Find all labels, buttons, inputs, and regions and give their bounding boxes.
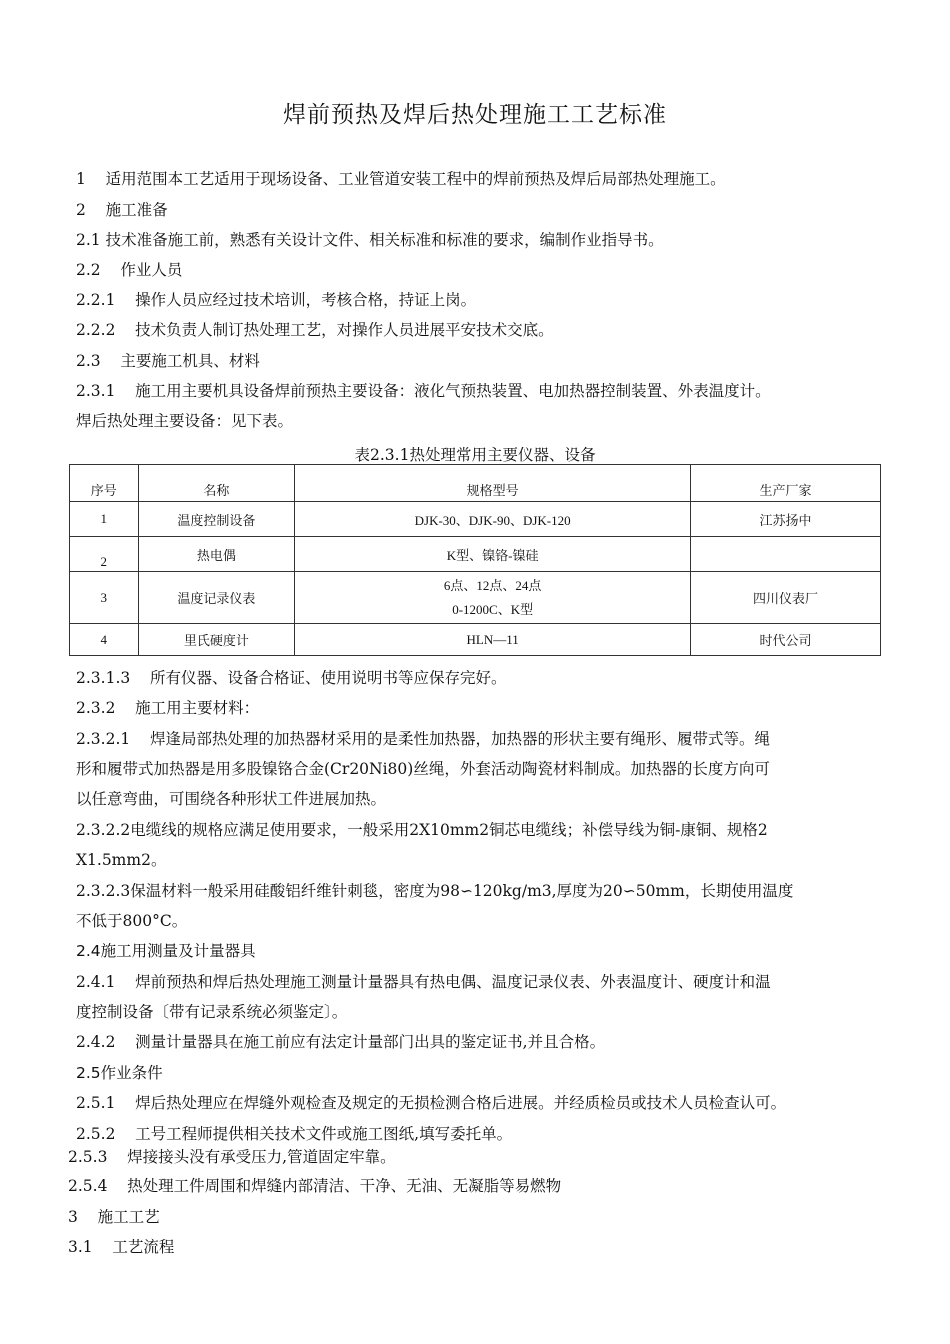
cell-spec: HLN—11 — [295, 624, 691, 656]
section-text: 工号工程师提供相关技术文件或施工图纸,填写委托单。 — [135, 1125, 513, 1143]
section-number: 2.2 — [76, 261, 101, 279]
section-text: 焊前预热和焊后热处理施工测量计量器具有热电偶、温度记录仪表、外表温度计、硬度计和温 — [135, 973, 771, 991]
table-header-row — [70, 465, 881, 502]
cell-maker: 四川仪表厂 — [691, 572, 881, 624]
section-number: 3 — [68, 1208, 78, 1226]
section-2-3-line — [76, 351, 260, 371]
section-number: 2.2.2 — [76, 321, 116, 339]
cell-spec — [295, 572, 691, 624]
section-heading: 适用范围 — [105, 170, 168, 188]
section-2-3-1-line — [76, 381, 771, 401]
section-number: 2.5.4 — [68, 1177, 108, 1195]
section-text: 热处理工件周围和焊缝内部清洁、干净、无油、无凝脂等易燃物 — [127, 1177, 562, 1195]
section-number: 2.5.1 — [76, 1094, 116, 1112]
cell-no: 4 — [70, 624, 139, 656]
section-number: 2.3.2.1 — [76, 730, 131, 748]
cell-spec-line: 0-1200C、K型 — [452, 601, 534, 617]
table-row — [70, 624, 881, 656]
section-2-line — [76, 200, 168, 220]
section-text: 施工用主要材料： — [135, 699, 260, 717]
section-heading: 施工工艺 — [97, 1208, 160, 1226]
section-number: 2.3.1 — [76, 382, 116, 400]
section-2-5-2-line — [76, 1124, 512, 1144]
section-number: 2.3.2.3 — [76, 882, 131, 900]
section-2-3-1-3-line — [76, 668, 506, 688]
cell-name: 热电偶 — [138, 537, 295, 572]
section-text: 所有仪器、设备合格证、使用说明书等应保存完好。 — [149, 669, 507, 687]
table-caption-number: 表2.3.1 — [354, 446, 410, 464]
equipment-table — [69, 464, 881, 656]
section-heading: 作业条件 — [100, 1064, 163, 1082]
section-text: 施工用主要机具设备焊前预热主要设备：液化气预热装置、电加热器控制装置、外表温度计。 — [135, 382, 771, 400]
section-2-3-2-line — [76, 698, 259, 718]
section-1-line — [76, 169, 726, 189]
cell-no: 1 — [70, 502, 139, 537]
section-2-4-1-continuation — [76, 1002, 347, 1022]
section-text: 本工艺适用于现场设备、工业管道安装工程中的焊前预热及焊后局部热处理施工。 — [167, 170, 726, 188]
section-2-5-line — [76, 1063, 163, 1083]
section-text: 工艺流程 — [112, 1238, 175, 1256]
cell-name: 温度控制设备 — [138, 502, 295, 537]
section-2-5-4-line — [68, 1176, 561, 1196]
section-3-line — [68, 1207, 160, 1227]
section-2-2-1-line — [76, 290, 476, 310]
section-text: 测量计量器具在施工前应有法定计量部门出具的鉴定证书,并且合格。 — [135, 1033, 606, 1051]
section-heading: 主要施工机具、材料 — [120, 352, 260, 370]
section-number: 2.4 — [76, 942, 101, 960]
section-2-3-2-2-line — [76, 820, 768, 840]
section-heading: 作业人员 — [120, 261, 183, 279]
section-2-1-line — [76, 230, 664, 250]
section-heading: 技术准备 — [105, 231, 168, 249]
section-number: 2.5.2 — [76, 1125, 116, 1143]
column-header-no: 序号 — [70, 465, 139, 502]
section-number: 2.3.2 — [76, 699, 116, 717]
section-2-4-line — [76, 941, 256, 961]
section-text: 电缆线的规格应满足使用要求，一般采用2X10mm2铜芯电缆线；补偿导线为铜-康铜、规格2 — [130, 821, 768, 839]
section-2-3-2-2-continuation — [76, 850, 166, 870]
table-row — [70, 537, 881, 572]
cell-spec: K型、镍铬-镍硅 — [295, 537, 691, 572]
section-text: 不低于800°C。 — [76, 912, 188, 930]
cell-maker: 江苏扬中 — [691, 502, 881, 537]
section-text: 焊接接头没有承受压力,管道固定牢靠。 — [127, 1148, 396, 1166]
section-2-5-3-line — [68, 1147, 396, 1167]
section-number: 2.3.1.3 — [76, 669, 131, 687]
section-2-3-2-3-line — [76, 881, 793, 901]
section-2-2-line — [76, 260, 182, 280]
section-number: 2.5.3 — [68, 1148, 108, 1166]
column-header-name: 名称 — [138, 465, 295, 502]
section-text: 技术负责人制订热处理工艺，对操作人员进展平安技术交底。 — [135, 321, 554, 339]
section-text: 焊后热处理主要设备：见下表。 — [76, 412, 294, 430]
section-2-3-2-1-continuation — [76, 759, 770, 779]
column-header-spec: 规格型号 — [295, 465, 691, 502]
column-header-maker: 生产厂家 — [691, 465, 881, 502]
cell-no: 2 — [70, 537, 139, 572]
cell-name: 温度记录仪表 — [138, 572, 295, 624]
section-text: 度控制设备〔带有记录系统必须鉴定〕。 — [76, 1003, 348, 1021]
section-2-5-1-line — [76, 1093, 786, 1113]
section-number: 2 — [76, 201, 86, 219]
cell-no: 3 — [70, 572, 139, 624]
cell-maker: 时代公司 — [691, 624, 881, 656]
cell-spec: DJK-30、DJK-90、DJK-120 — [295, 502, 691, 537]
section-2-4-1-line — [76, 972, 771, 992]
cell-spec-line: 6点、12点、24点 — [443, 577, 542, 593]
cell-maker — [691, 537, 881, 572]
section-text: 焊后热处理应在焊缝外观检查及规定的无损检测合格后进展。并经质检员或技术人员检查认可。 — [135, 1094, 787, 1112]
section-2-2-2-line — [76, 320, 554, 340]
table-caption — [0, 443, 950, 465]
section-text: 焊逢局部热处理的加热器材采用的是柔性加热器，加热器的形状主要有绳形、履带式等。绳 — [149, 730, 770, 748]
section-text: 操作人员应经过技术培训，考核合格，持证上岗。 — [135, 291, 477, 309]
section-text: 以任意弯曲，可围绕各种形状工件进展加热。 — [76, 790, 387, 808]
section-number: 2.3.2.2 — [76, 821, 131, 839]
section-2-3-2-1-continuation — [76, 789, 386, 809]
table-row — [70, 572, 881, 624]
section-2-3-1-continuation — [76, 411, 293, 431]
document-title: 焊前预热及焊后热处理施工工艺标准 — [283, 102, 667, 128]
section-number: 3.1 — [68, 1238, 93, 1256]
section-number: 2.4.1 — [76, 973, 116, 991]
section-text: 形和履带式加热器是用多股镍铬合金(Cr20Ni80)丝绳，外套活动陶瓷材料制成。加热器的长度方向可 — [76, 760, 770, 778]
section-number: 2.5 — [76, 1064, 101, 1082]
section-2-3-2-3-continuation — [76, 911, 187, 931]
section-number: 2.2.1 — [76, 291, 116, 309]
section-2-3-2-1-line — [76, 729, 770, 749]
table-row — [70, 502, 881, 537]
table-caption-text: 热处理常用主要仪器、设备 — [409, 446, 596, 464]
section-number: 2.4.2 — [76, 1033, 116, 1051]
section-text: 施工前，熟悉有关设计文件、相关标准和标准的要求，编制作业指导书。 — [167, 231, 664, 249]
section-heading: 施工准备 — [105, 201, 168, 219]
section-number: 2.3 — [76, 352, 101, 370]
section-text: 保温材料一般采用硅酸铝纤维针刺毯，密度为98∽120kg/m3,厚度为20∽50mm，长期使用温度 — [130, 882, 794, 900]
section-number: 1 — [76, 170, 86, 188]
section-3-1-line — [68, 1237, 174, 1257]
section-text: X1.5mm2。 — [76, 851, 167, 869]
section-number: 2.1 — [76, 231, 101, 249]
section-2-4-2-line — [76, 1032, 605, 1052]
section-heading: 施工用测量及计量器具 — [100, 942, 256, 960]
cell-name: 里氏硬度计 — [138, 624, 295, 656]
